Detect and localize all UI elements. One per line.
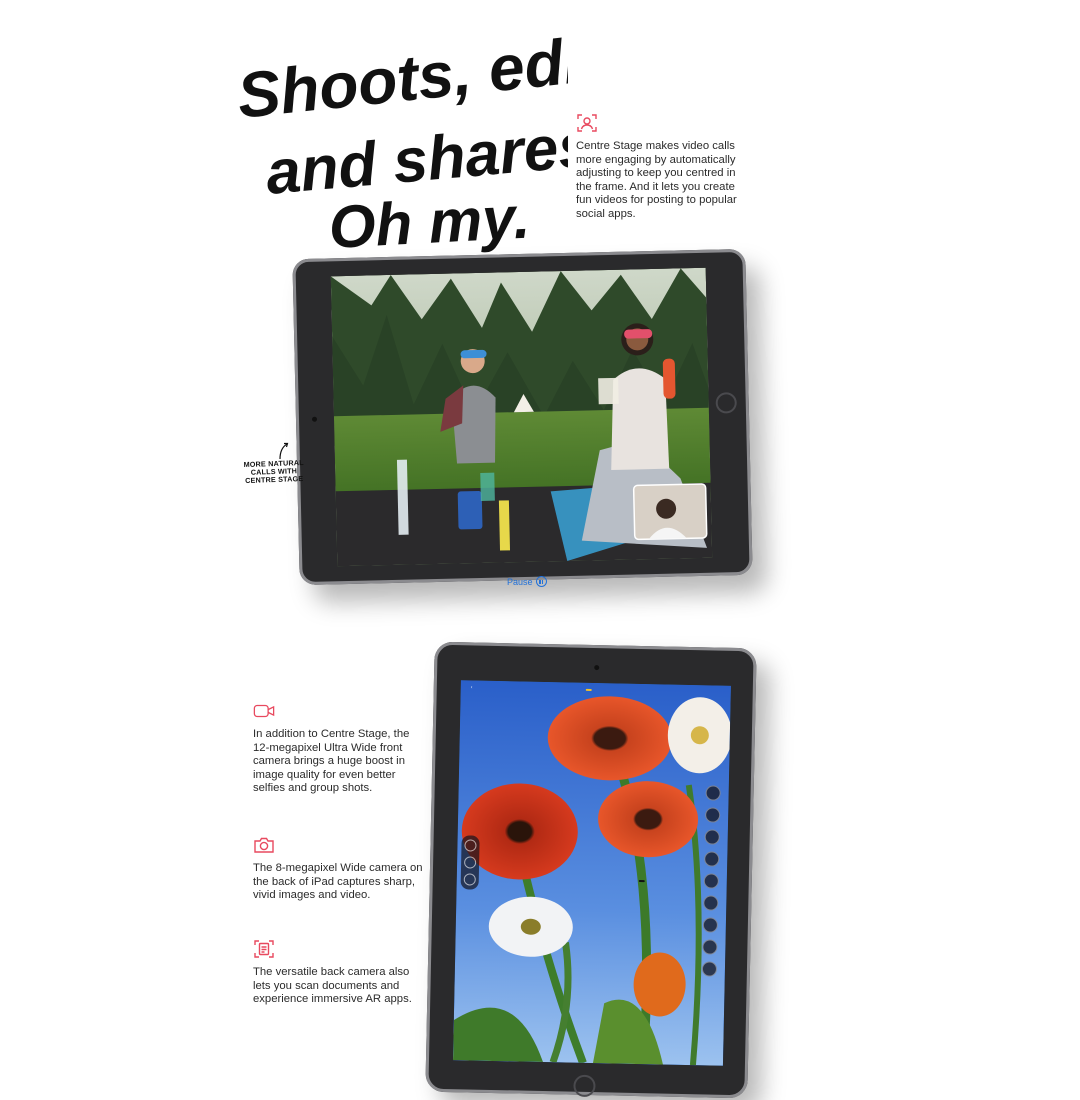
tool-icon[interactable]	[703, 917, 718, 932]
callout-annotation	[243, 442, 305, 485]
ipad-portrait	[425, 642, 756, 1099]
tool-icon[interactable]	[705, 829, 720, 844]
hero-line-2: and shares.	[263, 109, 568, 208]
flower-photo-image	[453, 680, 731, 1066]
feature-centre-stage	[576, 112, 746, 222]
tool-icon[interactable]	[703, 895, 718, 910]
video-screen[interactable]	[331, 268, 712, 566]
front-camera	[594, 665, 599, 670]
camera-icon	[253, 834, 275, 856]
camera-left-toolbar	[461, 835, 480, 889]
feature-document-scan	[253, 938, 423, 1007]
camera-label-tag	[639, 880, 645, 882]
tool-icon[interactable]	[702, 939, 717, 954]
tool-icon[interactable]	[705, 807, 720, 822]
feature-text: The versatile back camera also lets you scan documents and experience immersive AR apps.	[253, 966, 412, 1006]
adjust-icon[interactable]	[464, 873, 476, 885]
hero-line-1: Shoots, edits	[238, 26, 568, 132]
hero-heading	[238, 26, 568, 256]
centre-stage-icon	[576, 112, 598, 134]
hero-line-3: Oh my.	[327, 183, 532, 256]
tool-icon[interactable]	[702, 961, 717, 976]
video-camera-icon	[253, 700, 275, 722]
pause-icon	[536, 576, 547, 587]
pause-label: Pause	[507, 576, 533, 587]
document-scan-icon	[253, 938, 275, 960]
video-frame-image	[331, 268, 712, 566]
callout-text: MORE NATURAL CALLS WITH CENTRE STAGE	[243, 457, 304, 486]
feature-text: In addition to Centre Stage, the 12-megapixel Ultra Wide front camera brings a huge boost in image quality for even better selfies and group shots.	[253, 728, 410, 795]
feature-text: The 8-megapixel Wide camera on the back of iPad captures sharp, vivid images and video.	[253, 862, 423, 902]
feature-front-camera	[253, 700, 423, 796]
pause-button[interactable]	[507, 576, 547, 587]
feature-text: Centre Stage makes video calls more engaging by automatically adjusting to keep you centred in the frame. And it lets you create fun videos for posting to popular social apps.	[576, 140, 737, 220]
filter-icon[interactable]	[464, 856, 476, 868]
tool-icon[interactable]	[704, 873, 719, 888]
curved-arrow-icon	[277, 442, 291, 460]
camera-app-screen	[453, 680, 731, 1066]
feature-back-camera	[253, 834, 423, 903]
front-camera	[312, 417, 317, 422]
ipad-landscape	[292, 249, 752, 585]
tool-icon[interactable]	[704, 851, 719, 866]
camera-cancel-button[interactable]: ‹	[470, 684, 473, 691]
flash-icon[interactable]	[464, 839, 476, 851]
camera-mode-badge	[586, 689, 592, 691]
tool-icon[interactable]	[705, 785, 720, 800]
